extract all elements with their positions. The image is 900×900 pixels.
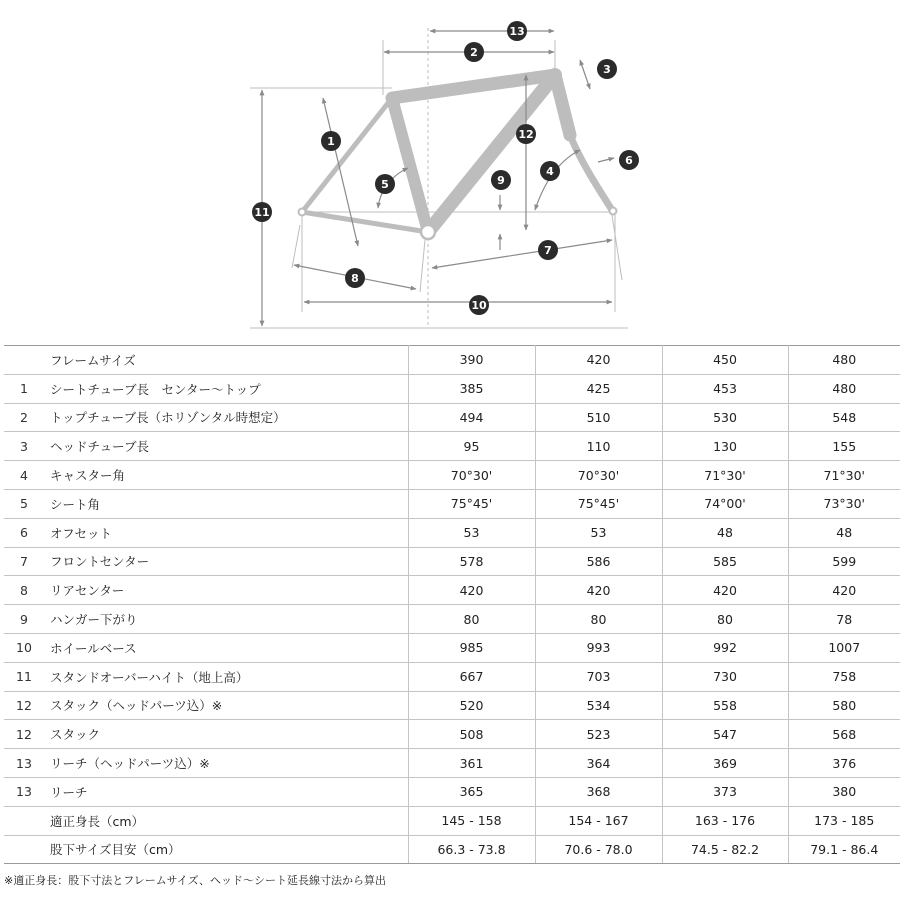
size-value-cell: 548 [788,403,900,432]
row-number: 12 [4,691,44,720]
table-row [4,518,900,547]
row-label: フロントセンター [44,547,408,576]
row-label: リアセンター [44,576,408,605]
front-dropout [610,208,617,215]
row-label: シート角 [44,489,408,518]
size-value-cell: 523 [535,720,662,749]
row-number: 4 [4,461,44,490]
row-label: スタック [44,720,408,749]
row-label: フレームサイズ [44,346,408,375]
row-label: ヘッドチューブ長 [44,432,408,461]
size-value-cell: 365 [408,777,535,806]
svg-text:12: 12 [518,128,534,141]
row-number: 9 [4,605,44,634]
table-row [4,691,900,720]
callout-10 [469,295,489,315]
table-row [4,662,900,691]
row-number: 11 [4,662,44,691]
size-value-cell: 73°30' [788,489,900,518]
size-value-cell: 79.1 - 86.4 [788,835,900,864]
table-row [4,633,900,662]
size-value-cell: 390 [408,346,535,375]
rear-dropout [299,209,306,216]
table-row [4,806,900,835]
row-number: 5 [4,489,44,518]
row-label: 適正身長（cm） [44,806,408,835]
head-tube [555,75,570,135]
size-value-cell: 578 [408,547,535,576]
row-label: トップチューブ長（ホリゾンタル時想定） [44,403,408,432]
size-value-cell: 53 [535,518,662,547]
svg-text:1: 1 [327,135,335,148]
callout-2 [464,42,484,62]
size-value-cell: 667 [408,662,535,691]
svg-text:10: 10 [471,299,487,312]
size-value-cell: 599 [788,547,900,576]
row-label: オフセット [44,518,408,547]
row-number: 7 [4,547,44,576]
size-value-cell: 75°45' [535,489,662,518]
geometry-table [4,345,900,864]
bottom-bracket [421,225,435,239]
size-value-cell: 80 [662,605,788,634]
size-value-cell: 70°30' [408,461,535,490]
footnote: ※適正身長：股下寸法とフレームサイズ、ヘッド〜シート延長線寸法から算出 [4,874,387,887]
size-value-cell: 480 [788,346,900,375]
callout-12 [516,124,536,144]
table-row [4,605,900,634]
size-value-cell: 453 [662,374,788,403]
size-value-cell: 80 [535,605,662,634]
fork-guide [612,215,622,280]
row-number: 6 [4,518,44,547]
callout-6 [619,150,639,170]
callout-5 [375,174,395,194]
frame-geometry-diagram [0,0,900,340]
svg-text:11: 11 [254,206,270,219]
row-number: 1 [4,374,44,403]
svg-text:2: 2 [470,46,478,59]
size-value-cell: 95 [408,432,535,461]
svg-text:7: 7 [544,244,552,257]
table-row [4,547,900,576]
table-row [4,432,900,461]
size-value-cell: 703 [535,662,662,691]
size-value-cell: 70°30' [535,461,662,490]
row-label: ハンガー下がり [44,605,408,634]
size-value-cell: 376 [788,749,900,778]
reference-lines [250,28,628,328]
table-row [4,489,900,518]
row-number [4,346,44,375]
row-label: 股下サイズ目安（cm） [44,835,408,864]
row-label: ホイールベース [44,633,408,662]
size-value-cell: 361 [408,749,535,778]
svg-text:9: 9 [497,174,505,187]
callout-7 [538,240,558,260]
size-value-cell: 48 [788,518,900,547]
size-value-cell: 547 [662,720,788,749]
size-value-cell: 568 [788,720,900,749]
size-value-cell: 71°30' [788,461,900,490]
size-value-cell: 80 [408,605,535,634]
callout-3 [597,59,617,79]
svg-text:6: 6 [625,154,633,167]
size-value-cell: 558 [662,691,788,720]
table-row [4,835,900,864]
callout-8 [345,268,365,288]
size-value-cell: 380 [788,777,900,806]
geometry-table-body [4,346,900,864]
row-number: 10 [4,633,44,662]
rear-center-guide [292,225,300,268]
size-value-cell: 992 [662,633,788,662]
callout-9 [491,170,511,190]
size-value-cell: 368 [535,777,662,806]
table-row [4,720,900,749]
table-header-row [4,346,900,375]
row-label: リーチ（ヘッドパーツ込）※ [44,749,408,778]
size-value-cell: 74°00' [662,489,788,518]
size-value-cell: 510 [535,403,662,432]
callout-11 [252,202,272,222]
size-value-cell: 450 [662,346,788,375]
row-number: 2 [4,403,44,432]
row-number: 8 [4,576,44,605]
table-row [4,749,900,778]
size-value-cell: 130 [662,432,788,461]
svg-text:4: 4 [546,165,554,178]
table-row [4,374,900,403]
size-value-cell: 730 [662,662,788,691]
chain-stay [302,212,428,232]
seat-stay [302,98,392,212]
dim-7-line [432,240,612,268]
size-value-cell: 66.3 - 73.8 [408,835,535,864]
size-value-cell: 758 [788,662,900,691]
size-value-cell: 585 [662,547,788,576]
svg-text:8: 8 [351,272,359,285]
row-number: 3 [4,432,44,461]
size-value-cell: 373 [662,777,788,806]
size-value-cell: 420 [535,346,662,375]
fork [570,135,612,210]
size-value-cell: 75°45' [408,489,535,518]
size-value-cell: 71°30' [662,461,788,490]
table-row [4,461,900,490]
size-value-cell: 78 [788,605,900,634]
size-value-cell: 74.5 - 82.2 [662,835,788,864]
size-value-cell: 145 - 158 [408,806,535,835]
row-label: スタック（ヘッドパーツ込）※ [44,691,408,720]
callout-13 [507,21,527,41]
callout-badges [252,21,639,315]
dim-4-arc [535,150,580,210]
dim-6-line [598,158,614,162]
size-value-cell: 520 [408,691,535,720]
row-number [4,806,44,835]
size-value-cell: 586 [535,547,662,576]
size-value-cell: 154 - 167 [535,806,662,835]
size-value-cell: 369 [662,749,788,778]
row-number: 12 [4,720,44,749]
svg-text:3: 3 [603,63,611,76]
size-value-cell: 993 [535,633,662,662]
dim-3-line [580,60,590,89]
callout-1 [321,131,341,151]
size-value-cell: 494 [408,403,535,432]
svg-text:5: 5 [381,178,389,191]
row-number: 13 [4,749,44,778]
row-number [4,835,44,864]
row-label: シートチューブ長 センター〜トップ [44,374,408,403]
size-value-cell: 985 [408,633,535,662]
size-value-cell: 425 [535,374,662,403]
row-number: 13 [4,777,44,806]
size-value-cell: 420 [788,576,900,605]
size-value-cell: 1007 [788,633,900,662]
callout-4 [540,161,560,181]
size-value-cell: 155 [788,432,900,461]
size-value-cell: 580 [788,691,900,720]
size-value-cell: 480 [788,374,900,403]
row-label: スタンドオーバーハイト（地上高） [44,662,408,691]
size-value-cell: 163 - 176 [662,806,788,835]
table-row [4,576,900,605]
size-value-cell: 364 [535,749,662,778]
size-value-cell: 420 [535,576,662,605]
size-value-cell: 385 [408,374,535,403]
size-value-cell: 508 [408,720,535,749]
svg-text:13: 13 [509,25,525,38]
size-value-cell: 70.6 - 78.0 [535,835,662,864]
size-value-cell: 173 - 185 [788,806,900,835]
size-value-cell: 420 [408,576,535,605]
row-label: リーチ [44,777,408,806]
size-value-cell: 530 [662,403,788,432]
size-value-cell: 110 [535,432,662,461]
table-row [4,403,900,432]
size-value-cell: 53 [408,518,535,547]
table-row [4,777,900,806]
row-label: キャスター角 [44,461,408,490]
size-value-cell: 420 [662,576,788,605]
dim-1-line [323,98,358,246]
size-value-cell: 534 [535,691,662,720]
bb-guide [420,240,425,292]
size-value-cell: 48 [662,518,788,547]
